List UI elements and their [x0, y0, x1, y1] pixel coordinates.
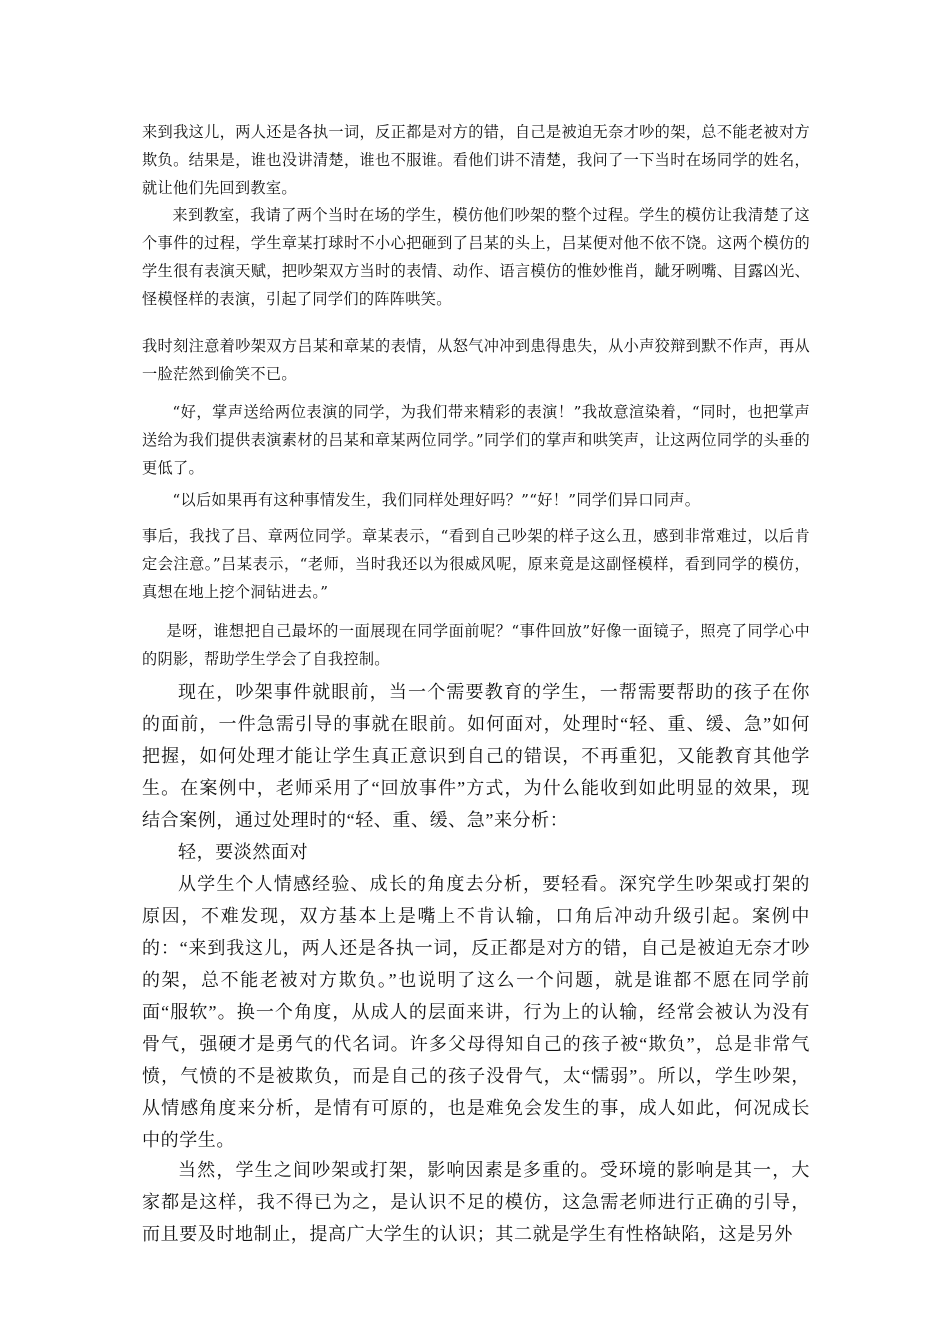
paragraph-7: 是呀，谁想把自己最坏的一面展现在同学面前呢？“事件回放”好像一面镜子，照亮了同学心中的阴影，帮助学生学会了自我控制。: [142, 622, 810, 668]
paragraph-9: 从学生个人情感经验、成长的角度去分析，要轻看。深究学生吵架或打架的原因，不难发现，双方基本上是嘴上不肯认输，口角后冲动升级引起。案例中的：“来到我这儿，两人还是各执一词，反正都是对方的错，自己是被迫无奈才吵的架，总不能老被对方欺负。”也说明了这么一个问题，就是谁都不愿在同学前面“服软”。换一个角度，从成人的层面来讲，行为上的认输，经常会被认为没有骨气，强硬才是勇气的代名词。许多父母得知自己的孩子被“欺负”，总是非常气愤，气愤的不是被欺负，而是自己的孩子没骨气，太“懦弱”。所以，学生吵架，从情感角度来分析，是情有可原的，也是难免会发生的事，成人如此，何况成长中的学生。: [142, 874, 810, 1150]
paragraph-1: 来到我这儿，两人还是各执一词，反正都是对方的错，自己是被迫无奈才吵的架，总不能老被对方欺负。结果是，谁也没讲清楚，谁也不服谁。看他们讲不清楚，我问了一下当时在场同学的姓名，就让他们先回到教室。: [142, 123, 810, 197]
paragraph-4: “好，掌声送给两位表演的同学，为我们带来精彩的表演！”我故意渲染着，“同时，也把掌声送给为我们提供表演素材的吕某和章某两位同学。”同学们的掌声和哄笑声，让这两位同学的头垂的更低了。: [142, 403, 810, 477]
section-heading-light: 轻，要淡然面对: [178, 842, 309, 862]
paragraph-2: 来到教室，我请了两个当时在场的学生，模仿他们吵架的整个过程。学生的模仿让我清楚了这个事件的过程，学生章某打球时不小心把砸到了吕某的头上，吕某便对他不依不饶。这两个模仿的学生很有表演天赋，把吵架双方当时的表情、动作、语言模仿的惟妙惟肖，龇牙咧嘴、目露凶光、怪模怪样的表演，引起了同学们的阵阵哄笑。: [142, 206, 810, 308]
paragraph-6: 事后，我找了吕、章两位同学。章某表示，“看到自己吵架的样子这么丑，感到非常难过，以后肯定会注意。”吕某表示，“老师，当时我还以为很威风呢，原来竟是这副怪模样，看到同学的模仿，真想在地上挖个洞钻进去。”: [142, 527, 810, 601]
paragraph-3: 我时刻注意着吵架双方吕某和章某的表情，从怒气冲冲到患得患失，从小声狡辩到默不作声，再从一脸茫然到偷笑不已。: [142, 337, 810, 383]
paragraph-5: “以后如果再有这种事情发生，我们同样处理好吗？”“好！”同学们异口同声。: [172, 491, 701, 509]
paragraph-8: 现在，吵架事件就眼前，当一个需要教育的学生，一帮需要帮助的孩子在你的面前，一件急需引导的事就在眼前。如何面对，处理时“轻、重、缓、急”如何把握，如何处理才能让学生真正意识到自己的错误，不再重犯，又能教育其他学生。在案例中，老师采用了“回放事件”方式，为什么能收到如此明显的效果，现结合案例，通过处理时的“轻、重、缓、急”来分析：: [142, 682, 810, 830]
paragraph-10: 当然，学生之间吵架或打架，影响因素是多重的。受环境的影响是其一，大家都是这样，我不得已为之，是认识不足的模仿，这急需老师进行正确的引导，而且要及时地制止，提高广大学生的认识；其二就是学生有性格缺陷，这是另外: [142, 1160, 810, 1244]
